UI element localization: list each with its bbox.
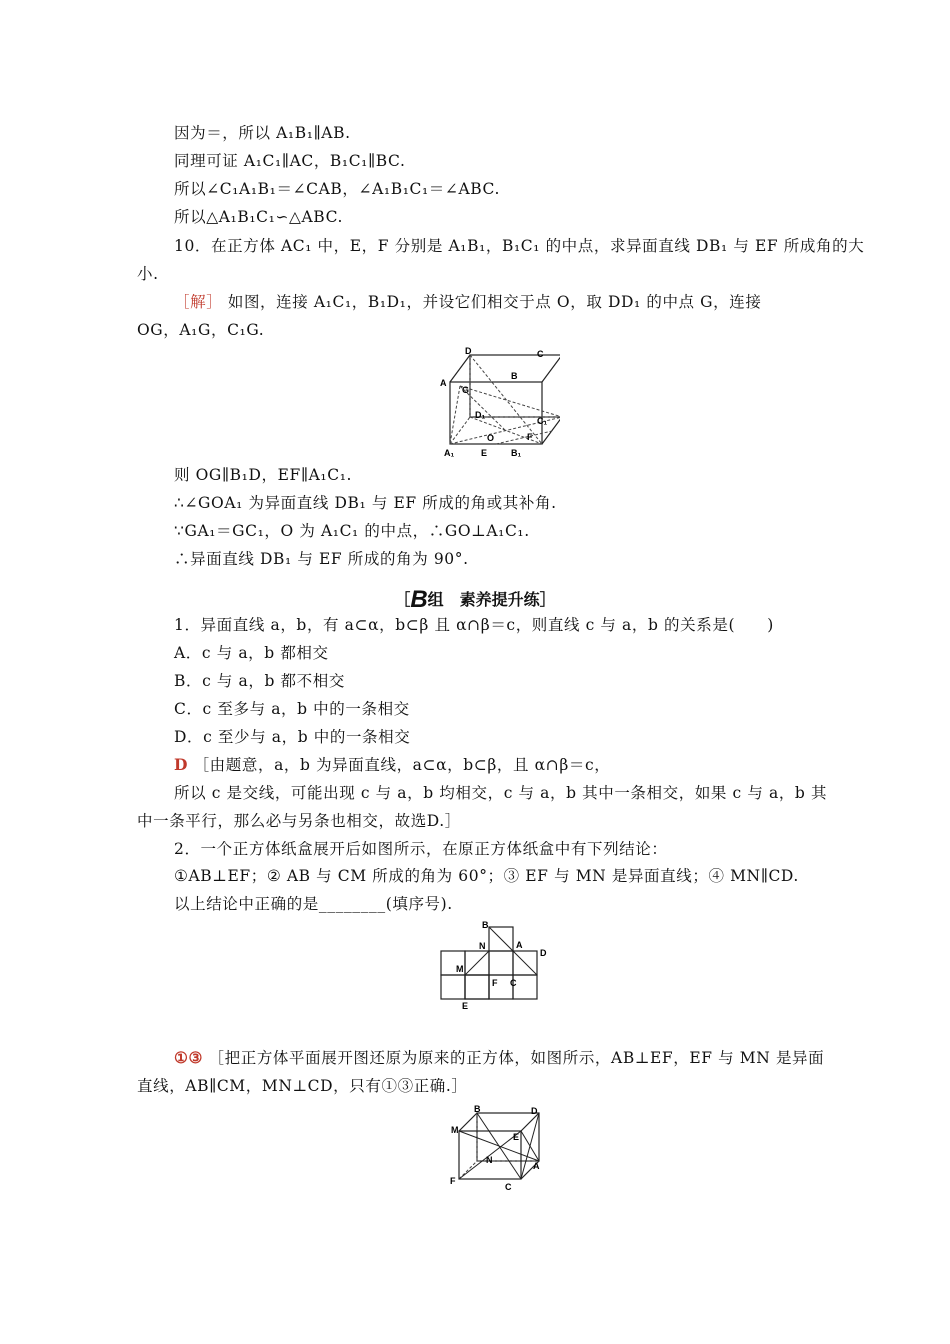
problem-2: 2．一个正方体纸盒展开后如图所示，在原正方体纸盒中有下列结论：: [174, 840, 668, 858]
problem-2-prompt: 以上结论中正确的是________(填序号).: [174, 895, 453, 913]
label-D1: D₁: [475, 410, 486, 420]
label-D: D: [465, 346, 472, 356]
cube-label-E: E: [513, 1132, 520, 1142]
option-d: D．c 至少与 a，b 中的一条相交: [174, 728, 411, 746]
step-line: ∴∠GOA₁ 为异面直线 DB₁ 与 EF 所成的角或其补角.: [174, 494, 557, 512]
cube-figure-2: [447, 1103, 547, 1193]
answer-1: D: [174, 755, 189, 774]
net-label-F: F: [492, 978, 498, 988]
answer-2: ①③: [174, 1048, 203, 1067]
label-G: G: [462, 385, 470, 395]
cube-figure-1: [435, 345, 560, 460]
text-line: 同理可证 A₁C₁∥AC，B₁C₁∥BC.: [174, 152, 406, 170]
label-C: C: [537, 349, 544, 359]
problem-2-statements: ①AB⊥EF；② AB 与 CM 所成的角为 60°；③ EF 与 MN 是异面直线；④ MN∥CD.: [174, 867, 799, 885]
label-A1: A₁: [444, 448, 455, 458]
solution-tag: ［解］: [174, 293, 223, 311]
solution-line-2: OG，A₁G，C₁G.: [137, 321, 265, 339]
label-F: F: [527, 432, 533, 442]
net-label-M: M: [456, 964, 464, 974]
label-C1: C₁: [537, 416, 548, 426]
net-label-B: B: [482, 920, 489, 930]
option-c: C．c 至多与 a，b 中的一条相交: [174, 700, 410, 718]
net-label-N: N: [479, 941, 486, 951]
group-b-badge: B: [410, 586, 428, 613]
answer-2-line: ①③ ［把正方体平面展开图还原为原来的正方体，如图所示，AB⊥EF，EF 与 MN 是异面: [174, 1048, 825, 1067]
label-O: O: [487, 433, 495, 443]
step-line: ∵GA₁＝GC₁，O 为 A₁C₁ 的中点，∴GO⊥A₁C₁.: [174, 522, 530, 540]
explanation-3: 中一条平行，那么必与另条也相交，故选D.］: [137, 812, 461, 830]
section-header: ［B组 素养提升练］: [394, 586, 556, 613]
question-10: 10．在正方体 AC₁ 中，E，F 分别是 A₁B₁，B₁C₁ 的中点，求异面直线 DB₁ 与 EF 所成角的大: [174, 237, 865, 255]
text-line: 所以△A₁B₁C₁∽△ABC.: [174, 208, 344, 226]
text-line: 所以∠C₁A₁B₁＝∠CAB，∠A₁B₁C₁＝∠ABC.: [174, 180, 500, 198]
label-E: E: [481, 448, 488, 458]
text-line: 因为＝，所以 A₁B₁∥AB.: [174, 124, 351, 142]
cube-label-B: B: [474, 1104, 481, 1114]
cube-label-D: D: [531, 1106, 538, 1116]
cube-label-C: C: [505, 1182, 512, 1192]
explanation-2: 所以 c 是交线，可能出现 c 与 a，b 均相交，c 与 a，b 其中一条相交，如果 c 与 a，b 其: [174, 784, 828, 802]
answer-2-cont: 直线，AB∥CM，MN⊥CD，只有①③正确.］: [137, 1077, 468, 1095]
cube-label-M: M: [451, 1125, 459, 1135]
net-label-C: C: [510, 978, 517, 988]
question-10-cont: 小.: [137, 265, 159, 283]
solution-text: 如图，连接 A₁C₁，B₁D₁，并设它们相交于点 O，取 DD₁ 的中点 G，连接: [227, 293, 762, 311]
problem-1: 1．异面直线 a，b，有 a⊂α，b⊂β 且 α∩β＝c，则直线 c 与 a，b 的关系是( ): [174, 616, 774, 634]
solution-line: [174, 292, 761, 312]
option-b: B．c 与 a，b 都不相交: [174, 672, 345, 690]
cube-label-N: N: [486, 1155, 493, 1165]
net-label-D: D: [540, 948, 547, 958]
net-label-E: E: [462, 1001, 469, 1010]
net-label-A: A: [516, 940, 523, 950]
step-line: 则 OG∥B₁D，EF∥A₁C₁.: [174, 466, 353, 484]
cube-label-A: A: [533, 1161, 540, 1171]
label-B: B: [511, 371, 518, 381]
cube-net-figure: [430, 918, 560, 1010]
step-line: ∴异面直线 DB₁ 与 EF 所成的角为 90°.: [174, 550, 469, 568]
explanation-1: D ［由题意，a，b 为异面直线，a⊂α，b⊂β，且 α∩β＝c，: [174, 755, 611, 774]
cube-label-F: F: [450, 1176, 456, 1186]
label-B1: B₁: [511, 448, 522, 458]
label-A: A: [440, 378, 447, 388]
option-a: A．c 与 a，b 都相交: [174, 644, 329, 662]
